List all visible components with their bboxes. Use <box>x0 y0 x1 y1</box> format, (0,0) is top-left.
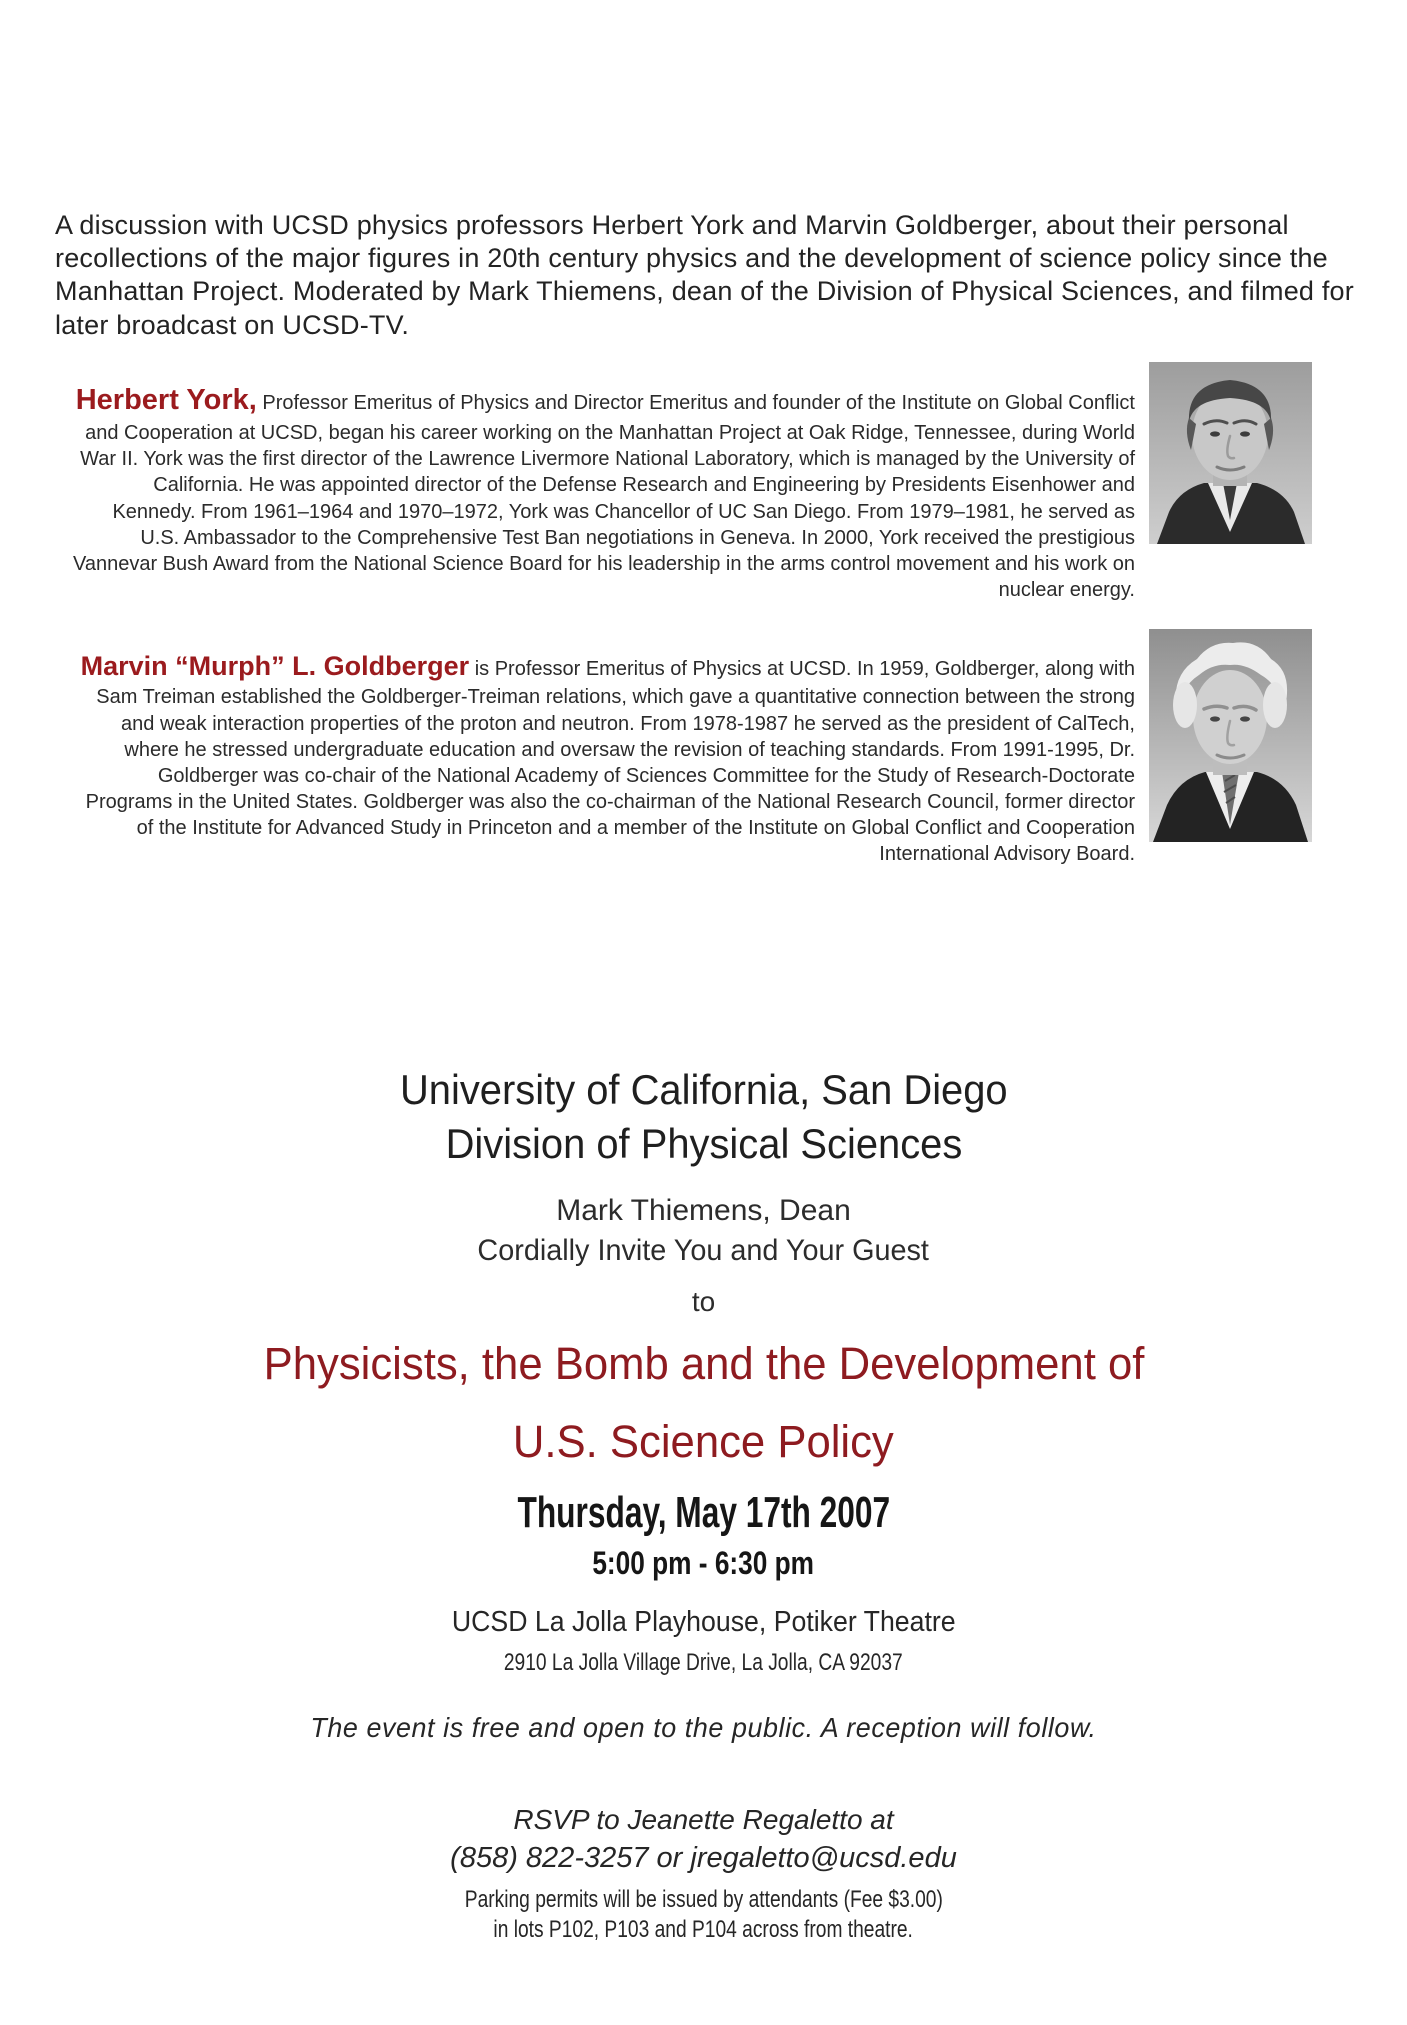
org-name-line2-text: Division of Physical Sciences <box>445 1120 962 1167</box>
goldberger-bio-paragraph <box>72 649 1135 868</box>
invite-line-text: Cordially Invite You and Your Guest <box>477 1234 930 1267</box>
herbert-york-bio-paragraph <box>72 382 1135 603</box>
event-title-line1-text: Physicists, the Bomb and the Development of <box>263 1338 1144 1389</box>
parking-line1 <box>0 1886 1407 1914</box>
host-line <box>0 1194 1407 1228</box>
herbert-york-name: Herbert York, <box>75 384 257 416</box>
rsvp-line1 <box>0 1804 1407 1836</box>
rsvp-line2-text: (858) 822-3257 or jregaletto@ucsd.edu <box>450 1842 957 1874</box>
goldberger-name: Marvin “Murph” L. Goldberger <box>80 651 470 681</box>
event-date-text: Thursday, May 17th 2007 <box>517 1488 890 1537</box>
event-title-line2 <box>0 1416 1407 1468</box>
host-line-text: Mark Thiemens, Dean <box>556 1194 851 1227</box>
to-word-text: to <box>691 1286 716 1317</box>
invite-line <box>0 1234 1407 1268</box>
event-time-text: 5:00 pm - 6:30 pm <box>592 1545 815 1581</box>
free-admission-line-text: The event is free and open to the public. A reception will follow. <box>310 1712 1097 1743</box>
speaker-section-herbert-york <box>72 362 1312 623</box>
goldberger-bio-text: is Professor Emeritus of Physics at UCSD. In 1959, Goldberger, along with Sam Treiman established the Goldberger-Treiman relations, which gave a quantitative connection between the strong and weak interaction properties of the proton and neutron. From 1978-1987 he served as the president of CalTech, where he stressed undergraduate education and oversaw the revision of teaching standards. From 1991-1995, Dr. Goldberger was co-chair of the National Academy of Sciences Committee for the Study of Research-Doctorate Programs in the United States. Goldberger was also the co-chairman of the National Research Council, former director of the Institute for Advanced Study in Princeton and a member of the Institute on Global Conflict and Cooperation International Advisory Board. <box>85 658 1135 866</box>
address-line <box>0 1649 1407 1677</box>
rsvp-line2 <box>0 1842 1407 1875</box>
venue-line <box>0 1606 1407 1639</box>
event-date <box>0 1488 1407 1538</box>
event-title-line2-text: U.S. Science Policy <box>513 1416 894 1467</box>
address-line-text: 2910 La Jolla Village Drive, La Jolla, CA 92037 <box>504 1649 903 1676</box>
event-title-line1 <box>0 1338 1407 1390</box>
free-admission-line <box>0 1712 1407 1744</box>
herbert-york-bio-text: Professor Emeritus of Physics and Director Emeritus and founder of the Institute on Global Conflict and Cooperation at UCSD, began his career working on the Manhattan Project at Oak Ridge, Tennessee, during World War II. York was the first director of the Lawrence Livermore National Laboratory, which is managed by the University of California. He was appointed director of the Defense Research and Engineering by Presidents Eisenhower and Kennedy. From 1961–1964 and 1970–1972, York was Chancellor of UC San Diego. From 1979–1981, he served as U.S. Ambassador to the Comprehensive Test Ban negotiations in Geneva. In 2000, York received the prestigious Vannevar Bush Award from the National Science Board for his leadership in the arms control movement and his work on nuclear energy. <box>72 392 1135 602</box>
rsvp-line1-text: RSVP to Jeanette Regaletto at <box>513 1804 894 1835</box>
marvin-goldberger-portrait <box>1149 629 1312 842</box>
parking-line2 <box>0 1916 1407 1944</box>
parking-line2-text: in lots P102, P103 and P104 across from theatre. <box>493 1916 914 1943</box>
org-name-line2 <box>0 1120 1407 1168</box>
event-time <box>0 1545 1407 1582</box>
intro-paragraph: A discussion with UCSD physics professors Herbert York and Marvin Goldberger, about their personal recollections of the major figures in 20th century physics and the development of science policy since the Manhattan Project. Moderated by Mark Thiemens, dean of the Division of Physical Sciences, and filmed for later broadcast on UCSD-TV. <box>55 210 1354 340</box>
venue-line-text: UCSD La Jolla Playhouse, Potiker Theatre <box>451 1606 956 1638</box>
org-name-line1-text: University of California, San Diego <box>399 1066 1008 1113</box>
org-name-line1 <box>0 1066 1407 1114</box>
to-word <box>0 1286 1407 1318</box>
parking-line1-text: Parking permits will be issued by attendants (Fee $3.00) <box>464 1886 943 1913</box>
speaker-section-marvin-goldberger <box>72 629 1312 888</box>
herbert-york-portrait <box>1149 362 1312 544</box>
